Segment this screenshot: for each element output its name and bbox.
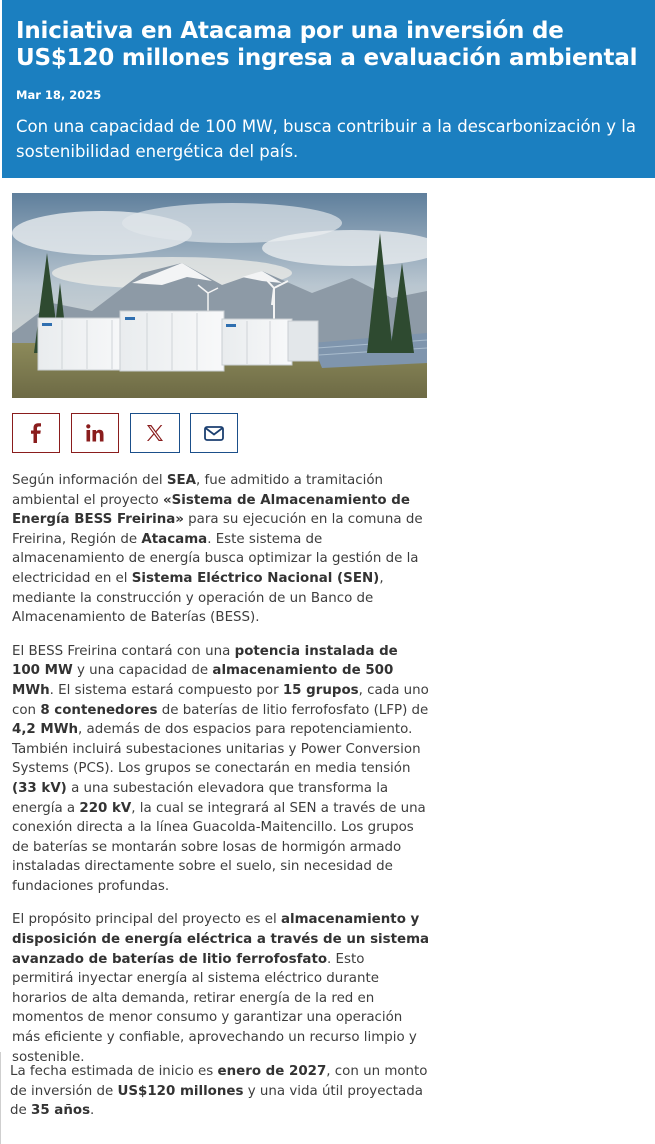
text-run: , la cual se integrará al SEN a través de una conexión directa a la línea Guacolda-Maitencillo. Los grupos de baterías se montarán sobre losas de hormigón armado instaladas directamente sobre el suelo, sin necesidad de fundaciones profundas. xyxy=(12,800,426,894)
paragraph-4 xyxy=(10,1062,430,1121)
bold-text: almacenamiento y disposición de energía eléctrica a través de un sistema avanzado de baterías de litio ferrofosfato xyxy=(12,912,430,967)
share-email-button[interactable] xyxy=(190,413,238,453)
paragraph-1 xyxy=(12,471,430,628)
bold-text: 4,2 MWh xyxy=(12,722,79,738)
text-run: para su ejecución en la comuna de Freirina, Región de xyxy=(12,512,423,547)
text-run: . El sistema estará compuesto por xyxy=(49,682,283,698)
text-run: La fecha estimada de inicio es xyxy=(10,1064,218,1079)
text-run: Según información del xyxy=(12,473,167,488)
bold-text: 35 años xyxy=(31,1103,91,1119)
share-linkedin-button[interactable] xyxy=(71,413,119,453)
text-run: El BESS Freirina contará con una xyxy=(12,643,235,659)
x-icon xyxy=(146,424,164,442)
text-run: , además de dos espacios para repotenciamiento. También incluirá subestaciones unitarias y Power Conversion Systems (PCS). Los grupos se conectarán en media tensión xyxy=(12,722,421,777)
text-run: . xyxy=(90,1103,95,1119)
bold-text: almacenamiento de 500 MWh xyxy=(12,663,394,698)
bold-text: enero de 2027 xyxy=(217,1064,327,1079)
bold-text: «Sistema de Almacenamiento de Energía BESS Freirina» xyxy=(12,492,410,528)
share-facebook-button[interactable] xyxy=(12,413,60,453)
email-icon xyxy=(204,426,224,441)
text-run: . Esto permitirá inyectar energía al sistema eléctrico durante horarios de alta demanda, retirar energía de la red en momentos de menor consumo y garantizar una operación más eficiente y confiable, aprovechando un recurso limpio y sostenible. xyxy=(12,951,417,1065)
bold-text: 220 kV xyxy=(79,800,132,816)
bold-text: Sistema Eléctrico Nacional (SEN) xyxy=(131,570,380,586)
text-run: a una subestación elevadora que transforma la energía a xyxy=(12,780,389,816)
paragraph-3 xyxy=(12,910,430,1067)
article-title: Iniciativa en Atacama por una inversión de US$120 millones ingresa a evaluación ambiental xyxy=(16,18,638,71)
article-header xyxy=(2,0,655,178)
divider xyxy=(0,1052,1,1144)
text-run: El propósito principal del proyecto es el xyxy=(12,912,281,928)
bold-text: SEA xyxy=(166,473,196,488)
text-run: , mediante la construcción y operación de un Banco de Almacenamiento de Baterías (BESS). xyxy=(12,570,384,626)
text-run: y una vida útil proyectada de xyxy=(10,1083,423,1119)
bold-text: potencia instalada de 100 MW xyxy=(12,643,398,679)
text-run: y una capacidad de xyxy=(72,663,213,679)
article-subtitle: Con una capacidad de 100 MW, busca contribuir a la descarbonización y la sostenibilidad energética del país. xyxy=(16,117,636,161)
share-x-button[interactable] xyxy=(130,413,180,453)
bold-text: 15 grupos xyxy=(282,682,359,698)
paragraph-2 xyxy=(12,642,430,897)
facebook-icon xyxy=(28,423,44,443)
article-body xyxy=(12,471,430,1081)
bold-text: Atacama xyxy=(141,531,208,547)
text-run: , cada uno con xyxy=(12,682,429,718)
publish-date: Mar 18, 2025 xyxy=(16,88,102,102)
bold-text: (33 kV) xyxy=(12,780,67,796)
bold-text: 8 contenedores xyxy=(40,702,158,718)
text-run: , con un monto de inversión de xyxy=(10,1064,428,1099)
hero-image xyxy=(12,193,427,398)
linkedin-icon xyxy=(86,424,104,442)
text-run: . Este sistema de almacenamiento de energía busca optimizar la gestión de la electricidad en el xyxy=(12,531,419,586)
battery-storage-landscape-image xyxy=(12,193,427,398)
text-run: de baterías de litio ferrofosfato (LFP) de xyxy=(157,702,429,718)
bold-text: US$120 millones xyxy=(117,1083,244,1099)
text-run: , fue admitido a tramitación ambiental el proyecto xyxy=(12,473,384,508)
